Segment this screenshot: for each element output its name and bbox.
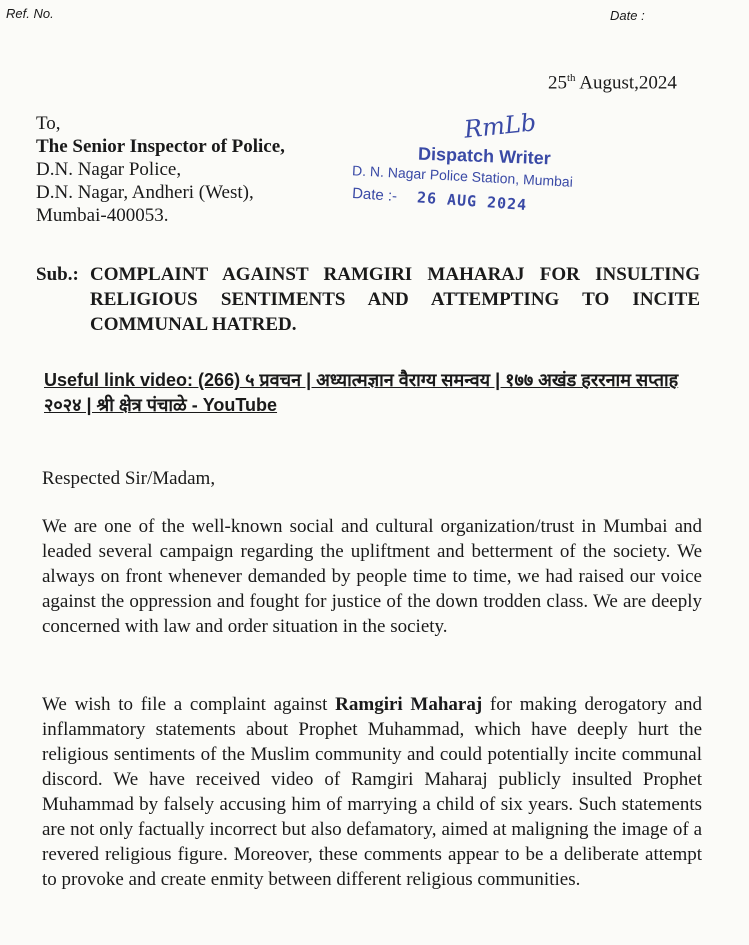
to-line: To, xyxy=(36,113,61,134)
address-line-2: D.N. Nagar, Andheri (West), xyxy=(36,182,254,203)
paragraph-2 xyxy=(42,692,702,892)
useful-link[interactable] xyxy=(44,368,704,418)
subject-text: COMPLAINT AGAINST RAMGIRI MAHARAJ FOR INSULTING RELIGIOUS SENTIMENTS AND ATTEMPTING TO INCITE COMMUNAL HATRED. xyxy=(90,264,700,335)
date-day: 25 xyxy=(548,72,567,94)
letter-date xyxy=(548,72,677,94)
subject xyxy=(36,262,700,337)
salutation: Respected Sir/Madam, xyxy=(42,468,216,489)
stamp-date xyxy=(352,184,528,214)
date-rest: August,2024 xyxy=(575,72,677,94)
stamp-date-label: Date :- xyxy=(351,184,398,206)
useful-link-text[interactable]: (266) ५ प्रवचन | अध्यात्मज्ञान वैराग्य समन्वय | १७७ अखंड हररनाम सप्ताह २०२४ | श्री क्षेत्र पंचाळे - YouTube xyxy=(44,370,679,415)
para2-after: for making derogatory and inflammatory statements about Prophet Muhammad, which have deeply hurt the religious sentiments of the Muslim community and could potentially incite communal discord. We have received video of Ramgiri Maharaj publicly insulted Prophet Muhammad by falsely accusing him of marrying a child of six years. Such statements are not only factually incorrect but also defamatory, aimed at maligning the image of a revered religious figure. Moreover, these comments appear to be a deliberate attempt to provoke and create enmity between different religious communities. xyxy=(42,694,702,890)
date-label: Date : xyxy=(610,8,645,23)
para2-before: We wish to file a complaint against xyxy=(42,694,336,715)
stamp-signature: RmLb xyxy=(462,108,538,144)
stamp-title: Dispatch Writer xyxy=(417,143,552,169)
subject-label: Sub.: xyxy=(36,264,79,285)
accused-name: Ramgiri Maharaj xyxy=(335,694,483,715)
address-line-3: Mumbai-400053. xyxy=(36,205,169,226)
stamp-station: D. N. Nagar Police Station, Mumbai xyxy=(351,162,574,190)
recipient-title: The Senior Inspector of Police, xyxy=(36,136,285,157)
date-suffix: th xyxy=(567,72,576,84)
address-line-1: D.N. Nagar Police, xyxy=(36,159,182,180)
useful-link-label: Useful link video: xyxy=(44,370,194,390)
paragraph-1: We are one of the well-known social and cultural organization/trust in Mumbai and leaded several campaign regarding the upliftment and betterment of the society. We always on front whenever demanded by people time to time, we had raised our voice against the oppression and fought for justice of the down trodden class. We are deeply concerned with law and order situation in the society. xyxy=(42,516,702,637)
ref-no-label: Ref. No. xyxy=(6,6,54,21)
dispatch-stamp xyxy=(351,108,622,232)
stamp-date-value: 26 AUG 2024 xyxy=(416,188,528,215)
recipient-address xyxy=(36,112,285,227)
